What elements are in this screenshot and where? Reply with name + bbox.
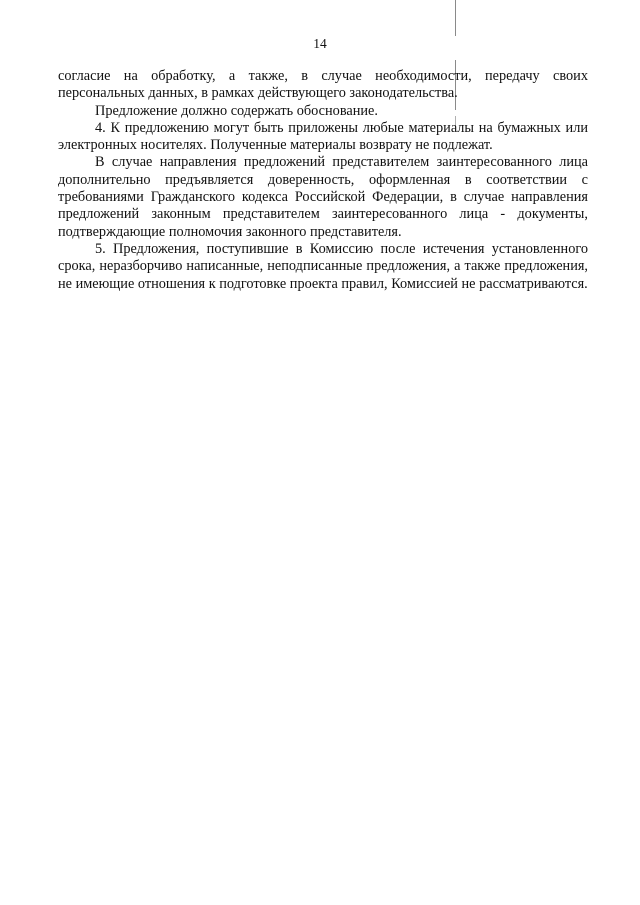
paragraph-attachments: 4. К предложению могут быть приложены любые материалы на бумажных или электронных носителях. Полученные материалы возврату не подлежат. (58, 119, 588, 154)
paragraph-rejection: 5. Предложения, поступившие в Комиссию после истечения установленного срока, неразборчиво написанные, неподписанные предложения, а также предложения, не имеющие отношения к подготовке проекта правил, Комиссией не рассматриваются. (58, 240, 588, 292)
paragraph-consent: согласие на обработку, а также, в случае необходимости, передачу своих персональных данных, в рамках действующего законодательства. (58, 68, 588, 102)
paragraph-justification: Предложение должно содержать обоснование. (95, 102, 378, 119)
paragraph-representative: В случае направления предложений представителем заинтересованного лица дополнительно предъявляется доверенность, оформленная в соответствии с требованиями Гражданского кодекса Российской Федерации, в случае направления предложений законным представителем заинтересованного лица - документы, подтверждающие полномочия законного представителя. (58, 154, 588, 240)
page-number: 14 (313, 36, 327, 51)
document-body (58, 68, 588, 293)
scan-margin-line-top (455, 0, 456, 36)
